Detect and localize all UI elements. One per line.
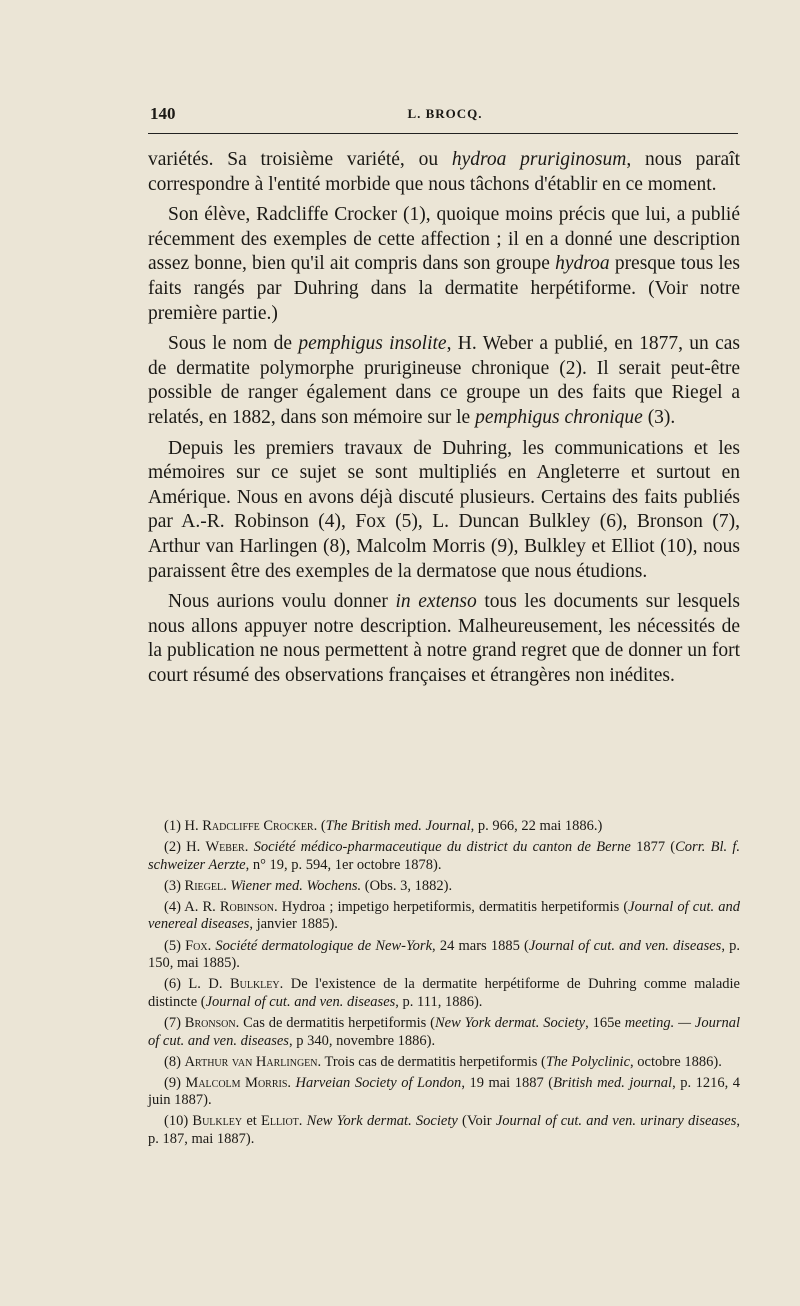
page-header xyxy=(150,104,740,126)
footnote-7: (7) Bronson. Cas de dermatitis herpetiformis (New York dermat. Society, 165e meeting. — Journal of cut. and ven. diseases, p 340, novembre 1886). xyxy=(148,1014,740,1049)
paragraph-2: Son élève, Radcliffe Crocker (1), quoique moins précis que lui, a publié récemment des exemples de cette affection ; il en a donné une description assez bonne, bien qu'il ait compris dans son groupe hydroa presque tous les faits rangés par Duhring dans la dermatite herpétiforme. (Voir notre première partie.) xyxy=(148,204,741,324)
footnote-2: (2) H. Weber. Société médico-pharmaceutique du district du canton de Berne 1877 (Corr. Bl. f. schweizer Aerzte, n° 19, p. 594, 1er octobre 1878). xyxy=(148,839,740,873)
footnote-1: (1) H. Radcliffe Crocker. (The British med. Journal, p. 966, 22 mai 1886.) xyxy=(164,818,603,834)
footnote-3: (3) Riegel. Wiener med. Wochens. (Obs. 3, 1882). xyxy=(164,877,453,894)
paragraph-5: Nous aurions voulu donner in extenso tous les documents sur lesquels nous allons appuyer notre description. Malheureusement, les nécessités de la publication ne nous permettent à notre grand regret que de donner un fort court résumé des observations françaises et étrangères non inédites. xyxy=(148,591,740,686)
footnote-5: (5) Fox. Société dermatologique de New-York, 24 mars 1885 (Journal of cut. and ven. diseases, p. 150, mai 1885). xyxy=(148,937,741,972)
footnote-8: (8) Arthur van Harlingen. Trois cas de dermatitis herpetiformis (The Polyclinic, octobre 1886). xyxy=(164,1053,722,1070)
page-number: 140 xyxy=(150,104,176,123)
footnote-10: (10) Bulkley et Elliot. New York dermat. Society (Voir Journal of cut. and ven. urinary diseases, p. 187, mai 1887). xyxy=(148,1113,740,1147)
paragraph-4: Depuis les premiers travaux de Duhring, les communications et les mémoires sur ce sujet se sont multipliés en Angleterre et surtout en Amérique. Nous en avons déjà discuté plusieurs. Certains des faits publiés par A.-R. Robinson (4), Fox (5), L. Duncan Bulkley (6), Bronson (7), Arthur van Harlingen (8), Malcolm Morris (9), Bulkley et Elliot (10), nous paraissent être des exemples de la dermatose que nous étudions. xyxy=(148,437,740,582)
footnotes xyxy=(148,818,740,1152)
paragraph-1: variétés. Sa troisième variété, ou hydroa pruriginosum, nous paraît correspondre à l'entité morbide que nous tâchons d'établir en ce moment. xyxy=(148,149,740,195)
footnote-4: (4) A. R. Robinson. Hydroa ; impetigo herpetiformis, dermatitis herpetiformis (Journal of cut. and venereal diseases, janvier 1885). xyxy=(148,898,741,933)
running-head: L. BROCQ. xyxy=(407,106,483,121)
main-text xyxy=(148,148,740,688)
footnote-9: (9) Malcolm Morris. Harveian Society of London, 19 mai 1887 (British med. journal, p. 1216, 4 juin 1887). xyxy=(148,1074,740,1109)
header-rule xyxy=(148,133,738,134)
footnote-6: (6) L. D. Bulkley. De l'existence de la dermatite herpétiforme de Duhring comme maladie distincte (Journal of cut. and ven. diseases, p. 111, 1886). xyxy=(148,976,740,1010)
paragraph-3: Sous le nom de pemphigus insolite, H. Weber a publié, en 1877, un cas de dermatite polymorphe prurigineuse chronique (2). Il serait peut-être possible de ranger également dans ce groupe un des faits que Riegel a relatés, en 1882, dans son mémoire sur le pemphigus chronique (3). xyxy=(148,333,740,428)
